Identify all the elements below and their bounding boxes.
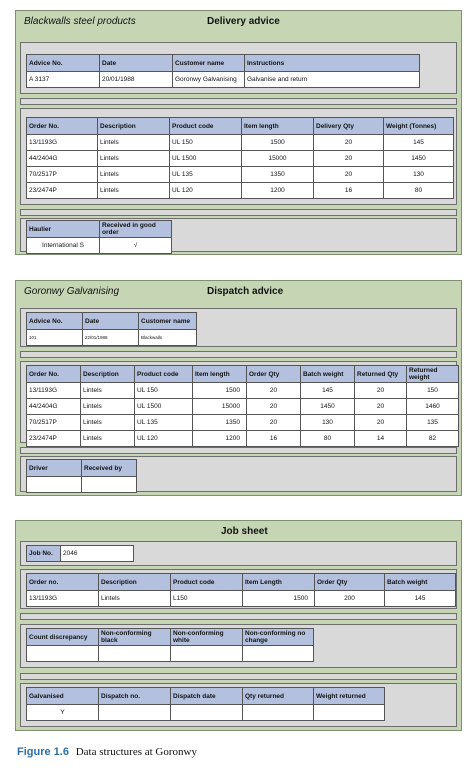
col-weight-returned: Weight returned (314, 688, 385, 705)
col-order-no: Order No. (27, 118, 98, 135)
delivery-advice-divider (20, 209, 457, 216)
delivery-advice-footer-table (26, 220, 172, 254)
product-code-cell: UL 120 (135, 431, 193, 447)
product-code-cell: UL 135 (135, 415, 193, 431)
dispatch-advice-header-panel (20, 308, 457, 347)
delivery-qty-cell: 20 (314, 167, 384, 183)
product-code-cell: UL 120 (170, 183, 242, 199)
delivery-advice-footer-panel (20, 218, 457, 252)
description-cell: Lintels (98, 183, 170, 199)
figure-label: Figure 1.6 (17, 746, 69, 758)
col-instructions: Instructions (245, 55, 420, 72)
returned-weight-cell: 1460 (407, 399, 459, 415)
col-non-conforming-no-change: Non-conforming no change (243, 629, 314, 646)
batch-weight-cell: 130 (301, 415, 355, 431)
col-advice-no: Advice No. (27, 313, 83, 330)
col-order-no: Order no. (27, 574, 99, 591)
table-row (27, 167, 454, 183)
returned-qty-cell: 14 (355, 431, 407, 447)
item-length-cell: 15000 (193, 399, 247, 415)
delivery-advice-title: Delivery advice (207, 16, 280, 27)
col-item-length: Item length (193, 366, 247, 383)
job-sheet-discrepancy-panel (20, 624, 457, 668)
delivery-advice-orders-table (26, 117, 454, 199)
delivery-qty-cell: 16 (314, 183, 384, 199)
batch-weight-cell: 145 (385, 591, 456, 607)
order-no-cell: 44/2404G (27, 399, 81, 415)
batch-weight-cell: 1450 (301, 399, 355, 415)
order-no-cell: 70/2517P (27, 167, 98, 183)
col-customer-name: Customer name (139, 313, 197, 330)
non-conforming-no-change-cell (243, 646, 314, 662)
job-no-label: Job No. (27, 546, 61, 562)
description-cell: Lintels (81, 383, 135, 399)
job-sheet-title: Job sheet (221, 526, 268, 537)
item-length-cell: 1350 (193, 415, 247, 431)
description-cell: Lintels (81, 431, 135, 447)
delivery-advice-header (16, 11, 461, 35)
order-no-cell: 44/2404G (27, 151, 98, 167)
weight-returned-cell (314, 705, 385, 721)
description-cell: Lintels (81, 415, 135, 431)
col-delivery-qty: Delivery Qty (314, 118, 384, 135)
dispatch-no-cell (99, 705, 171, 721)
item-length-cell: 1500 (242, 135, 314, 151)
order-no-cell: 13/1193G (27, 383, 81, 399)
table-row (27, 135, 454, 151)
description-cell: Lintels (98, 151, 170, 167)
returned-qty-cell: 20 (355, 415, 407, 431)
col-batch-weight: Batch weight (301, 366, 355, 383)
description-cell: Lintels (99, 591, 171, 607)
col-haulier: Haulier (27, 221, 100, 238)
col-product-code: Product code (171, 574, 243, 591)
col-advice-no: Advice No. (27, 55, 100, 72)
col-non-conforming-black: Non-conforming black (99, 629, 171, 646)
job-sheet-form (15, 520, 462, 731)
delivery-qty-cell: 20 (314, 151, 384, 167)
item-length-cell: 1200 (242, 183, 314, 199)
table-row (27, 399, 459, 415)
weight-cell: 1450 (384, 151, 454, 167)
job-no-value: 2046 (61, 546, 134, 562)
weight-cell: 80 (384, 183, 454, 199)
col-order-no: Order No. (27, 366, 81, 383)
instructions-cell: Galvanise and return (245, 72, 420, 88)
returned-qty-cell: 20 (355, 383, 407, 399)
haulier-cell: International S (27, 238, 100, 254)
col-customer-name: Customer name (173, 55, 245, 72)
product-code-cell: L150 (171, 591, 243, 607)
col-driver: Driver (27, 460, 82, 477)
col-description: Description (98, 118, 170, 135)
col-product-code: Product code (170, 118, 242, 135)
product-code-cell: UL 135 (170, 167, 242, 183)
col-description: Description (81, 366, 135, 383)
date-cell: 22/01/1988 (83, 330, 139, 346)
product-code-cell: UL 1500 (170, 151, 242, 167)
col-dispatch-no: Dispatch no. (99, 688, 171, 705)
dispatch-advice-divider (20, 447, 457, 454)
dispatch-advice-title: Dispatch advice (207, 286, 284, 297)
dispatch-advice-orders-table (26, 365, 459, 447)
col-item-length: Item length (242, 118, 314, 135)
col-date: Date (100, 55, 173, 72)
col-received-by: Received by (82, 460, 137, 477)
description-cell: Lintels (98, 135, 170, 151)
job-sheet-orders-table (26, 573, 456, 607)
item-length-cell: 15000 (242, 151, 314, 167)
table-row (27, 183, 454, 199)
received-check-cell: √ (100, 238, 172, 254)
col-received-in-good-order: Received in good order (100, 221, 172, 238)
description-cell: Lintels (98, 167, 170, 183)
job-sheet-divider (20, 673, 457, 680)
col-galvanised: Galvanised (27, 688, 99, 705)
dispatch-advice-footer-panel (20, 456, 457, 492)
dispatch-table (26, 687, 385, 721)
advice-no-cell: A 3137 (27, 72, 100, 88)
table-row (27, 415, 459, 431)
count-discrepancy-cell (27, 646, 99, 662)
batch-weight-cell: 80 (301, 431, 355, 447)
col-date: Date (83, 313, 139, 330)
delivery-advice-company: Blackwalls steel products (24, 16, 136, 27)
returned-weight-cell: 135 (407, 415, 459, 431)
order-no-cell: 23/2474P (27, 183, 98, 199)
qty-returned-cell (243, 705, 314, 721)
item-length-cell: 1350 (242, 167, 314, 183)
customer-name-cell: Goronwy Galvanising (173, 72, 245, 88)
table-row (27, 591, 456, 607)
delivery-advice-form (15, 10, 462, 255)
non-conforming-black-cell (99, 646, 171, 662)
order-qty-cell: 20 (247, 399, 301, 415)
returned-weight-cell: 82 (407, 431, 459, 447)
delivery-advice-orders-panel (20, 108, 457, 205)
dispatch-advice-footer-table (26, 459, 137, 493)
item-length-cell: 1500 (243, 591, 315, 607)
galvanised-cell: Y (27, 705, 99, 721)
discrepancy-table (26, 628, 314, 662)
batch-weight-cell: 145 (301, 383, 355, 399)
item-length-cell: 1500 (193, 383, 247, 399)
order-qty-cell: 20 (247, 415, 301, 431)
dispatch-advice-divider (20, 351, 457, 358)
order-qty-cell: 16 (247, 431, 301, 447)
delivery-qty-cell: 20 (314, 135, 384, 151)
figure-caption-text: Data structures at Goronwy (75, 746, 197, 758)
col-returned-weight: Returned weight (407, 366, 459, 383)
returned-weight-cell: 150 (407, 383, 459, 399)
table-row (27, 431, 459, 447)
col-item-length: Item Length (243, 574, 315, 591)
description-cell: Lintels (81, 399, 135, 415)
date-cell: 20/01/1988 (100, 72, 173, 88)
figure-caption (17, 746, 197, 758)
product-code-cell: UL 1500 (135, 399, 193, 415)
product-code-cell: UL 150 (135, 383, 193, 399)
col-qty-returned: Qty returned (243, 688, 314, 705)
item-length-cell: 1200 (193, 431, 247, 447)
job-sheet-orders-panel (20, 569, 457, 609)
dispatch-advice-company: Goronwy Galvanising (24, 286, 120, 297)
weight-cell: 130 (384, 167, 454, 183)
order-no-cell: 13/1193G (27, 135, 98, 151)
col-weight: Weight (Tonnes) (384, 118, 454, 135)
dispatch-advice-orders-panel (20, 361, 457, 443)
dispatch-date-cell (171, 705, 243, 721)
col-returned-qty: Returned Qty (355, 366, 407, 383)
table-row (27, 151, 454, 167)
dispatch-advice-header-table (26, 312, 197, 346)
col-dispatch-date: Dispatch date (171, 688, 243, 705)
job-sheet-divider (20, 613, 457, 620)
delivery-advice-header-panel (20, 42, 457, 94)
received-by-cell (82, 477, 137, 493)
order-qty-cell: 20 (247, 383, 301, 399)
dispatch-advice-header (16, 281, 461, 305)
col-batch-weight: Batch weight (385, 574, 456, 591)
delivery-advice-header-table (26, 54, 420, 88)
table-row (27, 383, 459, 399)
col-non-conforming-white: Non-conforming white (171, 629, 243, 646)
returned-qty-cell: 20 (355, 399, 407, 415)
advice-no-cell: 101 (27, 330, 83, 346)
col-order-qty: Order Qty (247, 366, 301, 383)
col-count-discrepancy: Count discrepancy (27, 629, 99, 646)
order-no-cell: 23/2474P (27, 431, 81, 447)
product-code-cell: UL 150 (170, 135, 242, 151)
non-conforming-white-cell (171, 646, 243, 662)
job-no-panel (20, 541, 457, 566)
col-order-qty: Order Qty (315, 574, 385, 591)
driver-cell (27, 477, 82, 493)
col-product-code: Product code (135, 366, 193, 383)
weight-cell: 145 (384, 135, 454, 151)
delivery-advice-divider (20, 98, 457, 105)
job-no-table (26, 545, 134, 562)
order-qty-cell: 200 (315, 591, 385, 607)
dispatch-advice-form (15, 280, 462, 496)
customer-name-cell: Blackwalls (139, 330, 197, 346)
col-description: Description (99, 574, 171, 591)
order-no-cell: 13/1193G (27, 591, 99, 607)
job-sheet-dispatch-panel (20, 683, 457, 727)
order-no-cell: 70/2517P (27, 415, 81, 431)
